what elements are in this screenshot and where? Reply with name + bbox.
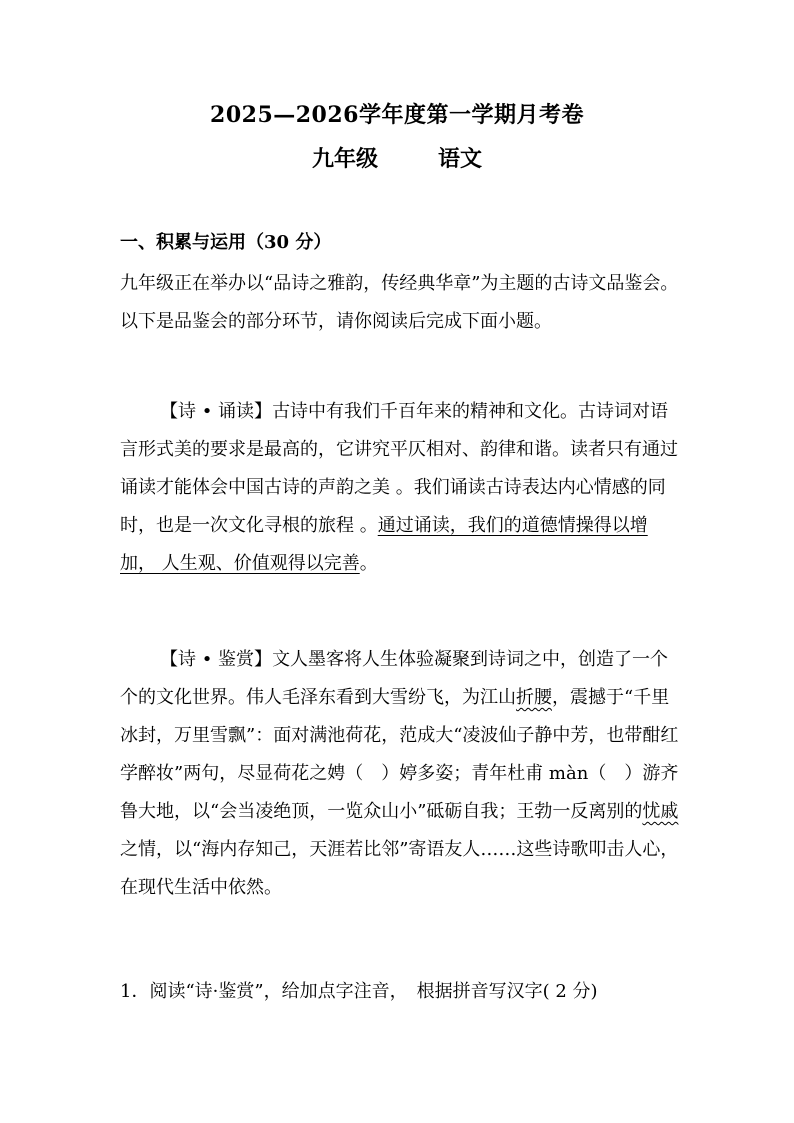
recite-text: 古诗中有我们千百年来的精神和文化。古诗词对语言形式美的要求是最高的，它讲究平仄相对、韵律和谐。读者只有通过诵读才能体会中国古诗的声韵之美 。我们诵读古诗表达内心情感的同时，也是一次文化寻根的旅程 。 (120, 401, 678, 536)
question-1: 1．阅读“诗·鉴赏”，给加点字注音， 根据拼音写汉字( 2 分) (120, 981, 598, 1002)
exam-subtitle (0, 142, 794, 173)
exam-title: 2025—2026学年度第一学期月考卷 (210, 102, 584, 128)
subject-label: 语文 (438, 146, 483, 172)
grade-label: 九年级 (311, 146, 378, 172)
recite-tag: 【诗 • 诵读】 (160, 401, 273, 422)
recite-paragraph (120, 393, 680, 583)
appreciate-text-c: 之情，以“海内存知己，天涯若比邻”寄语友人……这些诗歌叩击人心，在现代生活中依然。 (120, 839, 679, 898)
appreciate-paragraph (120, 641, 680, 907)
appreciate-text-b: ，震撼于“千里冰封，万里雪飘”：面对满池荷花，范成大“凌波仙子静中芳，也带酣红学醉妆”两句，尽显荷花之娉（ ）婷多姿；青年杜甫 màn（ ）游齐鲁大地，以“会当凌绝顶，一览众山小”砥砺自我；王勃一反离别的 (120, 687, 679, 822)
dotted-word-2: 忧戚 (642, 801, 679, 822)
appreciate-text-a: 文人墨客将人生体验凝聚到诗词之中，创造了一个个的文化世界。伟人毛泽东看到大雪纷飞，为江山 (120, 649, 669, 708)
appreciate-tag: 【诗 • 鉴赏】 (160, 649, 273, 670)
underlined-sentence: 通过诵读，我们的道德情操得以增加， 人生观、价值观得以完善 (120, 515, 648, 574)
recite-end: 。 (359, 553, 378, 574)
intro-paragraph: 九年级正在举办以“品诗之雅韵，传经典华章”为主题的古诗文品鉴会。以下是品鉴会的部分环节，请你阅读后完成下面小题。 (120, 273, 679, 332)
section-heading: 一、积累与运用（30 分） (120, 232, 332, 253)
dotted-word-1: 折腰 (516, 687, 552, 708)
